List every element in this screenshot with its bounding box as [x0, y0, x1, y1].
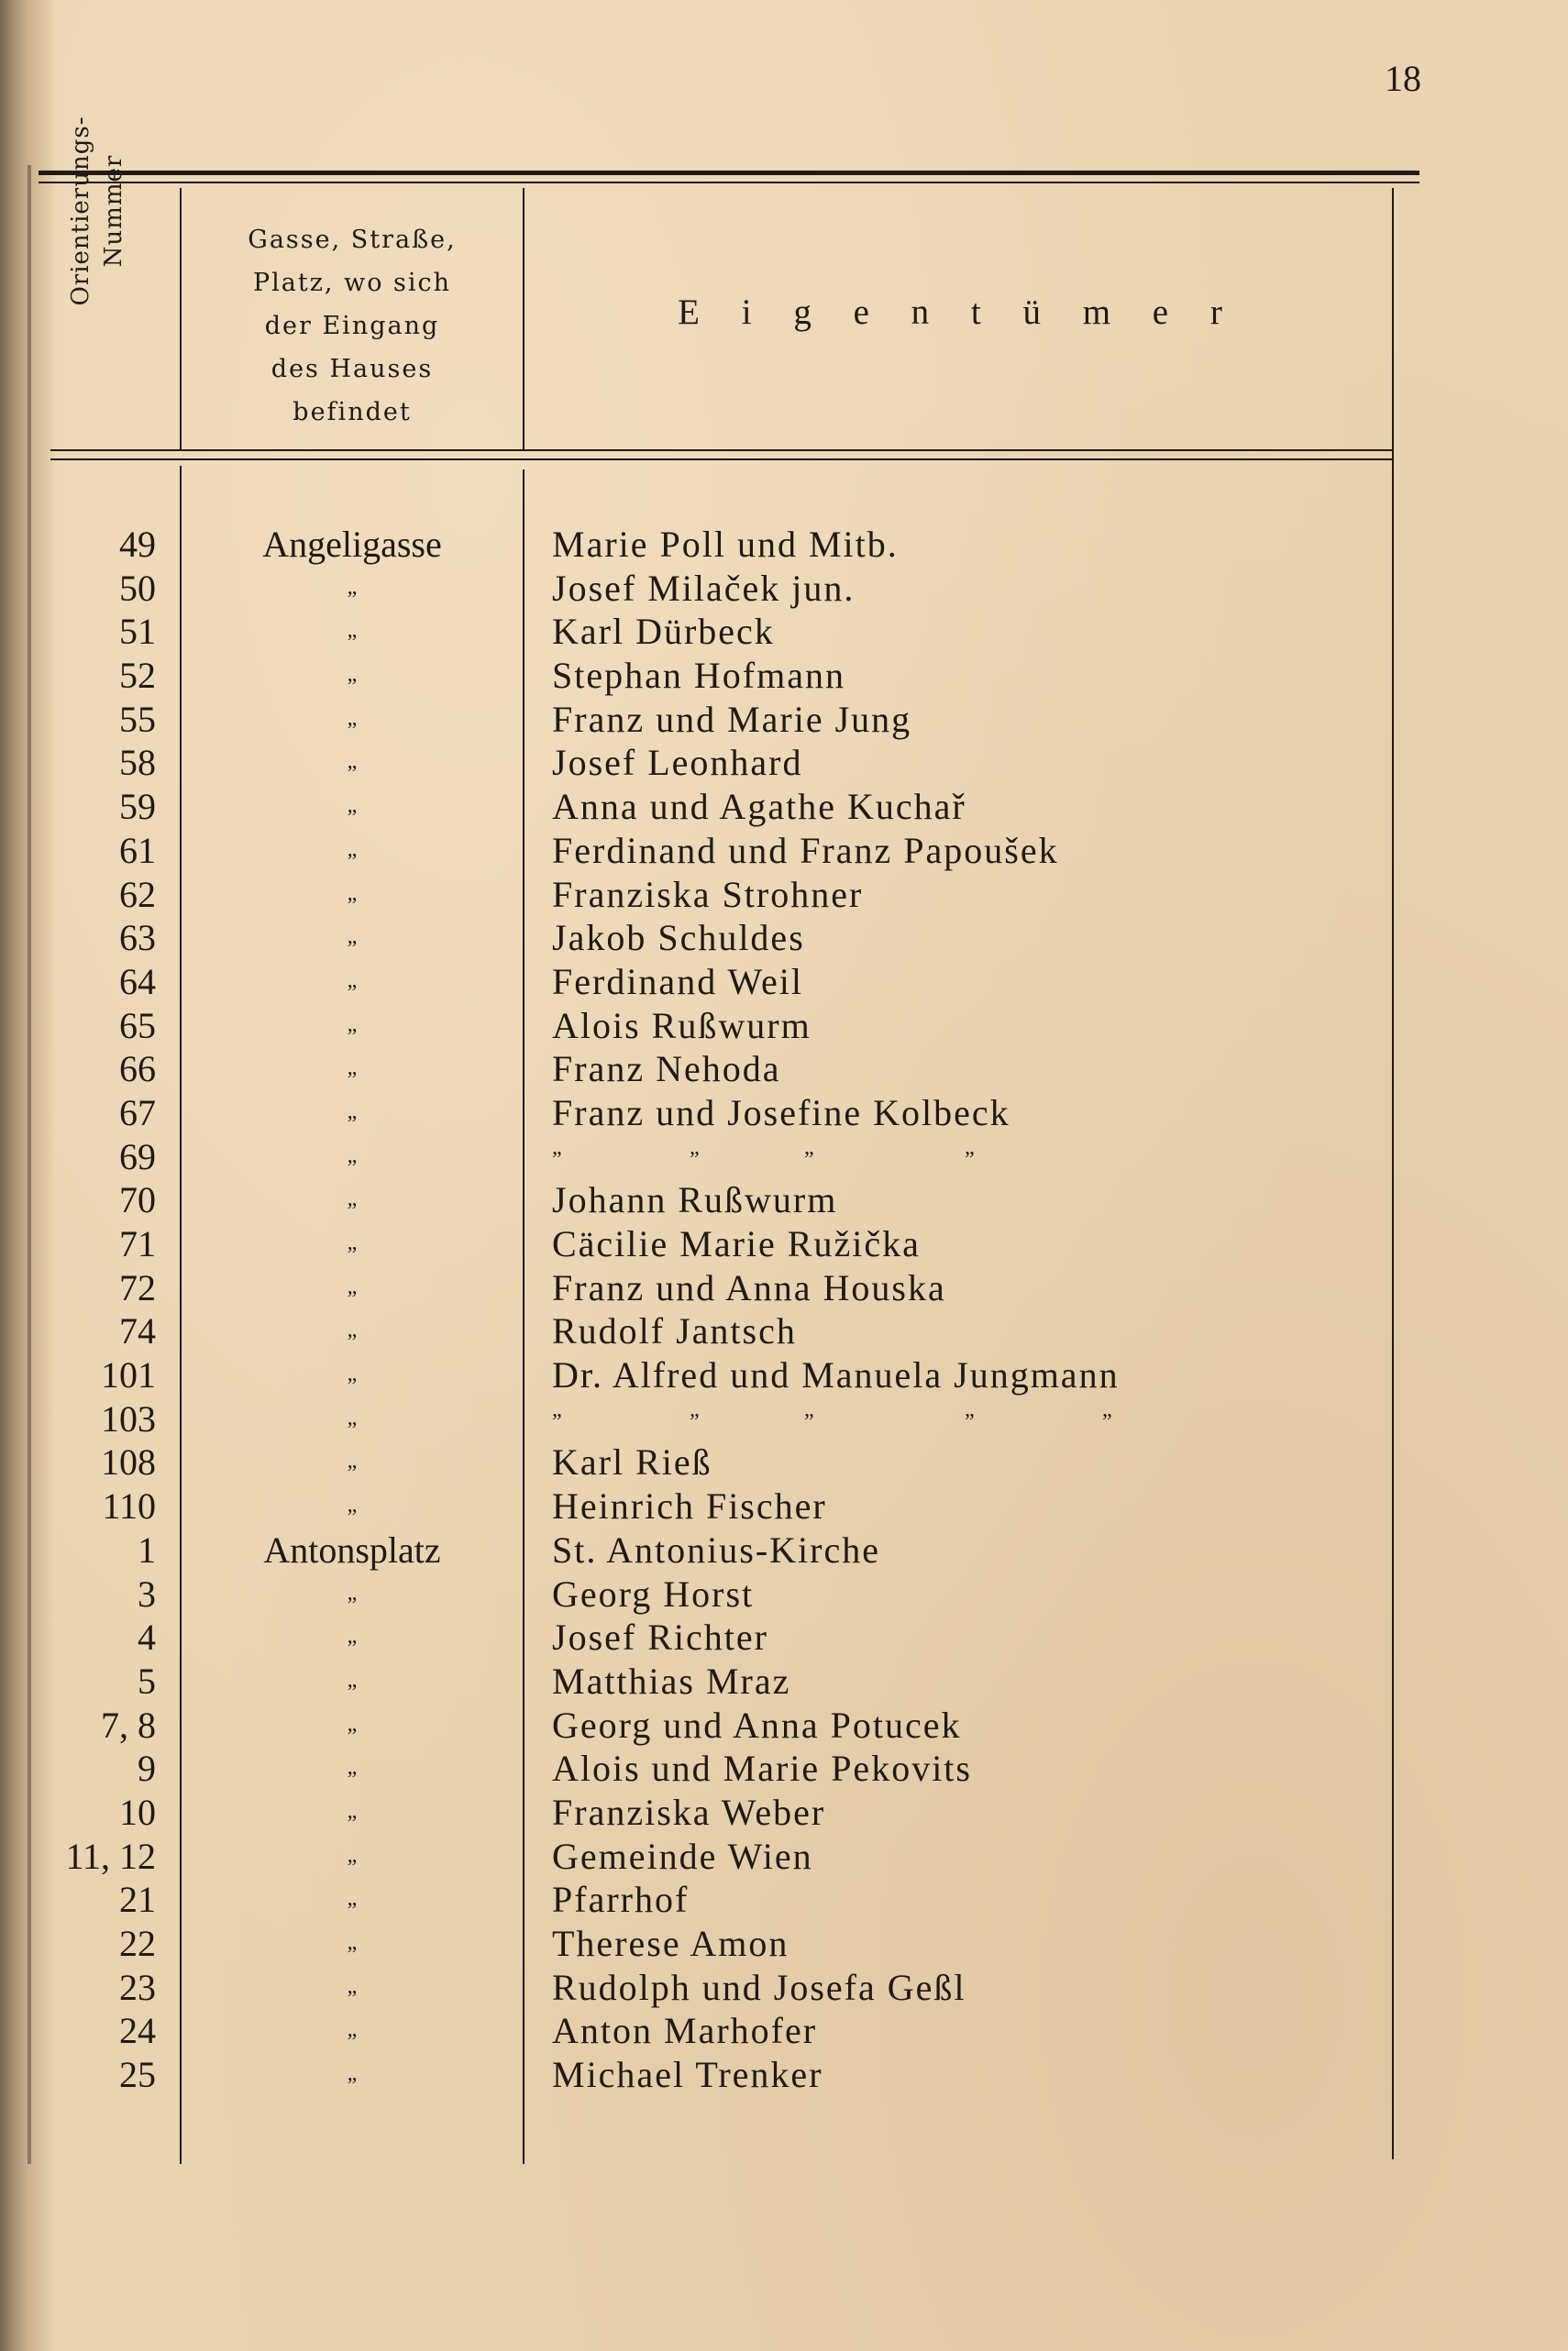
- orientation-number: 66: [119, 1048, 156, 1090]
- header-bottom-rule-thin: [50, 458, 1394, 460]
- orientation-number: 21: [119, 1879, 156, 1921]
- table-row: [0, 1135, 1568, 1179]
- orientation-number: 103: [101, 1397, 156, 1440]
- table-row: [0, 1878, 1568, 1922]
- owner-ditto-marks: [552, 1135, 1386, 1179]
- owner-name: Dr. Alfred und Manuela Jungmann: [552, 1354, 1120, 1396]
- street-name: ”: [347, 937, 358, 962]
- table-row: [0, 610, 1568, 654]
- owner-name: Franz und Josefine Kolbeck: [552, 1091, 1010, 1133]
- street-name: ”: [347, 2030, 358, 2055]
- owner-name: Stephan Hofmann: [552, 655, 845, 697]
- orientation-number: 22: [119, 1923, 156, 1964]
- table-row: [0, 1222, 1568, 1266]
- owner-name: Ferdinand Weil: [552, 960, 803, 1002]
- table-row: [0, 2009, 1568, 2053]
- table-row: [0, 1573, 1568, 1617]
- header-street-line: befindet: [293, 398, 412, 426]
- street-name: ”: [347, 1418, 358, 1442]
- owner-name: Ferdinand und Franz Papoušek: [552, 829, 1059, 871]
- column-divider: [180, 188, 182, 449]
- ditto-mark: ”: [552, 1409, 562, 1434]
- orientation-number: 61: [119, 829, 156, 871]
- ditto-mark: ”: [965, 1409, 975, 1434]
- owner-name: Pfarrhof: [552, 1879, 690, 1921]
- ditto-mark: ”: [1102, 1409, 1112, 1434]
- orientation-number: 50: [119, 567, 156, 609]
- street-name: ”: [347, 762, 358, 787]
- owner-ditto-marks: [552, 1397, 1386, 1441]
- owner-name: Georg Horst: [552, 1573, 755, 1615]
- orientation-number: 67: [119, 1091, 156, 1133]
- orientation-number: 9: [138, 1748, 156, 1790]
- street-name: ”: [347, 1111, 358, 1136]
- orientation-number: 1: [138, 1529, 156, 1571]
- owner-name: Karl Dürbeck: [552, 611, 775, 653]
- street-name: ”: [347, 980, 358, 1005]
- street-name: ”: [347, 1680, 358, 1705]
- table-row: [0, 741, 1568, 785]
- street-name: ”: [347, 1024, 358, 1049]
- orientation-number: 55: [119, 698, 156, 740]
- table-row: [0, 1966, 1568, 2010]
- street-name: ”: [347, 2074, 358, 2099]
- header-street-line: der Eingang: [264, 312, 440, 340]
- owner-name: Franziska Weber: [552, 1791, 826, 1833]
- orientation-number: 64: [119, 960, 156, 1002]
- header-street-line: des Hauses: [271, 355, 434, 383]
- orientation-number: 62: [119, 873, 156, 915]
- table-row: [0, 1397, 1568, 1441]
- header-street-line: Gasse, Straße,: [248, 226, 457, 254]
- owner-name: Josef Richter: [552, 1617, 768, 1659]
- orientation-number: 101: [101, 1354, 156, 1396]
- street-name: ”: [347, 1330, 358, 1355]
- header-street-line: Platz, wo sich: [252, 269, 452, 297]
- header-number-column: [64, 83, 193, 339]
- table-row: [0, 1353, 1568, 1397]
- street-name: ”: [347, 1811, 358, 1836]
- table-row: [0, 1660, 1568, 1704]
- orientation-number: 52: [119, 655, 156, 697]
- orientation-number: 25: [119, 2054, 156, 2096]
- owner-name: Alois und Marie Pekovits: [552, 1748, 972, 1790]
- owner-name: Josef Leonhard: [552, 742, 803, 784]
- owner-name: Alois Rußwurm: [552, 1004, 812, 1046]
- owner-name: Johann Rußwurm: [552, 1179, 838, 1221]
- orientation-number: 7, 8: [101, 1704, 156, 1746]
- street-name: ”: [347, 849, 358, 874]
- street-name: ”: [347, 1068, 358, 1093]
- table-row: [0, 1047, 1568, 1091]
- table-row: [0, 1791, 1568, 1835]
- table-row: [0, 1704, 1568, 1748]
- orientation-number: 4: [138, 1617, 156, 1659]
- orientation-number: 110: [102, 1485, 156, 1528]
- street-name: ”: [347, 1462, 358, 1486]
- owner-name: St. Antonius-Kirche: [552, 1529, 880, 1571]
- street-name: ”: [347, 1855, 358, 1880]
- orientation-number: 10: [119, 1791, 156, 1833]
- table-row: [0, 1922, 1568, 1966]
- owner-name: Matthias Mraz: [552, 1660, 791, 1702]
- orientation-number: 72: [119, 1266, 156, 1308]
- owner-name: Rudolf Jantsch: [552, 1310, 797, 1352]
- street-name: ”: [347, 1374, 358, 1399]
- table-row: [0, 523, 1568, 567]
- page-number: 18: [1385, 58, 1421, 99]
- owner-name: Marie Poll und Mitb.: [552, 524, 899, 565]
- owner-name: Josef Milaček jun.: [552, 567, 856, 609]
- orientation-number: 3: [138, 1573, 156, 1615]
- orientation-number: 65: [119, 1004, 156, 1046]
- header-bottom-rule: [50, 449, 1394, 451]
- table-row: [0, 1616, 1568, 1660]
- top-rule: [39, 171, 1419, 175]
- orientation-number: 63: [119, 917, 156, 959]
- table-row: [0, 1266, 1568, 1310]
- table-row: [0, 654, 1568, 698]
- owner-name: Jakob Schuldes: [552, 917, 805, 959]
- table-row: [0, 1440, 1568, 1485]
- table-row: [0, 1747, 1568, 1791]
- column-divider: [523, 188, 525, 449]
- ditto-mark: ”: [965, 1147, 975, 1172]
- owner-name: Franziska Strohner: [552, 873, 864, 915]
- orientation-number: 51: [119, 611, 156, 653]
- orientation-number: 59: [119, 786, 156, 828]
- table-row: [0, 1309, 1568, 1353]
- owner-name: Therese Amon: [552, 1923, 790, 1964]
- table-row: [0, 2053, 1568, 2097]
- owner-name: Franz Nehoda: [552, 1048, 781, 1090]
- orientation-number: 11, 12: [65, 1835, 156, 1877]
- table-row: [0, 916, 1568, 960]
- ditto-mark: ”: [552, 1147, 562, 1172]
- orientation-number: 5: [138, 1660, 156, 1702]
- owner-name: Franz und Marie Jung: [552, 698, 912, 740]
- ditto-mark: ”: [804, 1409, 814, 1434]
- register-table-body: [0, 523, 1568, 2097]
- orientation-number: 70: [119, 1179, 156, 1221]
- owner-name: Karl Rieß: [552, 1441, 712, 1484]
- header-owner-column: E i g e n t ü m e r: [678, 292, 1239, 332]
- street-name: ”: [347, 1724, 358, 1749]
- street-name: ”: [347, 1199, 358, 1224]
- street-name: ”: [347, 1943, 358, 1967]
- street-name: ”: [347, 1286, 358, 1311]
- owner-name: Anton Marhofer: [552, 2010, 818, 2052]
- table-row: [0, 960, 1568, 1004]
- ditto-mark: ”: [690, 1147, 700, 1172]
- street-name: ”: [347, 631, 358, 656]
- table-row: [0, 1004, 1568, 1048]
- table-row: [0, 567, 1568, 611]
- table-row: [0, 1835, 1568, 1879]
- table-row: [0, 698, 1568, 742]
- owner-name: Gemeinde Wien: [552, 1835, 813, 1877]
- orientation-number: 71: [119, 1223, 156, 1264]
- street-name: ”: [347, 1986, 358, 2011]
- owner-name: Franz und Anna Houska: [552, 1266, 946, 1308]
- owner-name: Michael Trenker: [552, 2054, 823, 2096]
- header-number-line: Orientierungs-: [67, 116, 94, 306]
- street-name: ”: [347, 718, 358, 743]
- ditto-mark: ”: [690, 1409, 700, 1434]
- orientation-number: 69: [119, 1135, 156, 1177]
- owner-name: Georg und Anna Potucek: [552, 1704, 962, 1746]
- table-row: [0, 1485, 1568, 1529]
- owner-name: Anna und Agathe Kuchař: [552, 786, 966, 828]
- orientation-number: 23: [119, 1966, 156, 2008]
- orientation-number: 74: [119, 1310, 156, 1352]
- orientation-number: 58: [119, 742, 156, 784]
- street-name: ”: [347, 587, 358, 612]
- top-rule-thin: [39, 182, 1419, 183]
- orientation-number: 24: [119, 2010, 156, 2052]
- street-name: ”: [347, 1899, 358, 1924]
- orientation-number: 108: [101, 1441, 156, 1484]
- owner-name: Rudolph und Josefa Geßl: [552, 1966, 966, 2008]
- table-row: [0, 1178, 1568, 1222]
- header-street-column: [183, 218, 521, 434]
- street-name: ”: [347, 1243, 358, 1267]
- street-name: Angeligasse: [262, 524, 442, 565]
- street-name: ”: [347, 1506, 358, 1530]
- street-name: ”: [347, 675, 358, 700]
- street-name: ”: [347, 1593, 358, 1617]
- table-row: [0, 785, 1568, 829]
- orientation-number: 49: [119, 524, 156, 565]
- street-name: ”: [347, 1155, 358, 1180]
- street-name: Antonsplatz: [263, 1529, 441, 1571]
- owner-name: Heinrich Fischer: [552, 1485, 827, 1528]
- street-name: ”: [347, 1768, 358, 1793]
- street-name: ”: [347, 806, 358, 831]
- ditto-mark: ”: [804, 1147, 814, 1172]
- street-name: ”: [347, 1637, 358, 1661]
- header-number-line: Nummer: [100, 154, 127, 268]
- owner-name: Cäcilie Marie Ružička: [552, 1223, 921, 1264]
- table-row: [0, 873, 1568, 917]
- table-row: [0, 829, 1568, 873]
- table-row: [0, 1091, 1568, 1135]
- table-row: [0, 1529, 1568, 1573]
- street-name: ”: [347, 893, 358, 918]
